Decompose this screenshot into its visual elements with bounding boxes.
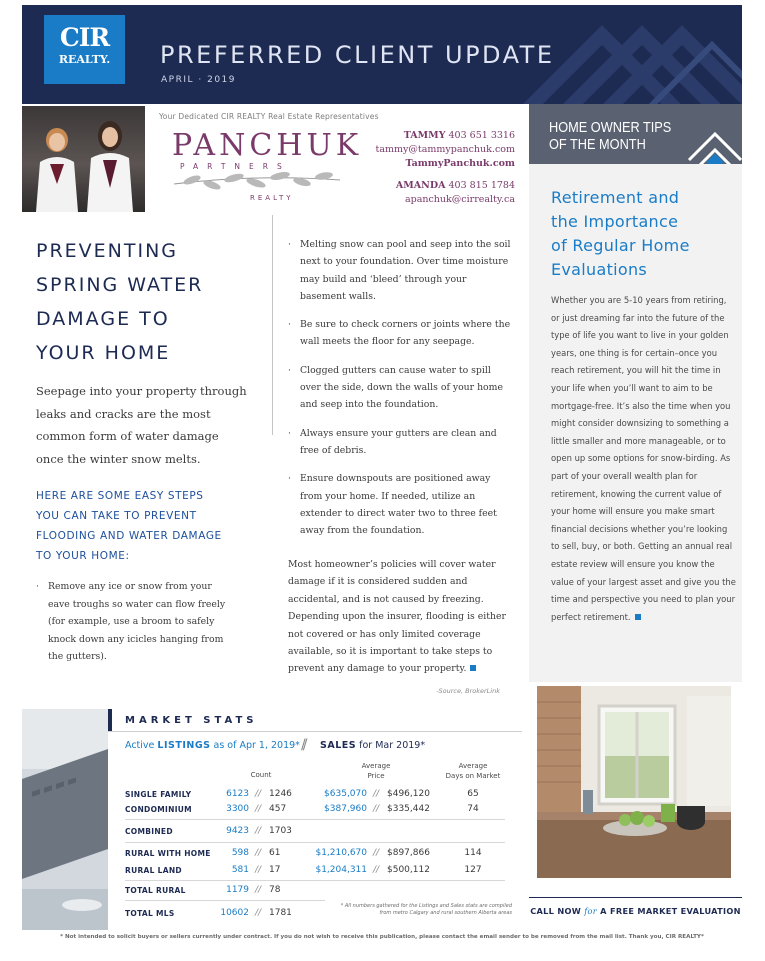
row-separator: // <box>255 826 262 836</box>
row-listings: 3300 <box>226 804 249 814</box>
row-price-2019: $387,960 <box>324 804 367 814</box>
article-title-line: SPRING WATER <box>36 274 204 296</box>
header-banner <box>22 5 742 104</box>
agent-tagline: Your Dedicated CIR REALTY Real Estate Representatives <box>159 112 379 121</box>
heading-separator: // <box>301 737 305 753</box>
contact-amanda-name: AMANDA <box>395 180 446 191</box>
row-label: CONDOMINIUM <box>125 805 192 814</box>
end-square-icon <box>635 614 641 620</box>
step-bullet: · Always ensure your gutters are clean and free of debris. <box>288 425 514 460</box>
table-row <box>125 788 505 802</box>
step-bullet: · Melting snow can pool and seep into the soil next to your foundation. Over time moisture may build and ‘bleed’ through your basement walls. <box>288 236 514 305</box>
row-price-2019: $1,204,311 <box>315 865 367 875</box>
table-row <box>125 884 505 898</box>
col-price-header-b: Price <box>367 772 385 780</box>
row-separator: // <box>255 848 262 858</box>
laptop-photo <box>22 709 108 930</box>
sidebar-body <box>551 292 737 626</box>
step-bullet: · Remove any ice or snow from your eave troughs so water can flow freely (for example, use a broom to safely knock down any icicles hanging from the gutters). <box>36 578 236 666</box>
stats-accent-bar <box>108 709 112 731</box>
row-separator: // <box>373 804 380 814</box>
laptop-illustration <box>22 709 108 930</box>
row-listings: 6123 <box>226 789 249 799</box>
agent-portrait-left <box>32 124 82 212</box>
leaf-branch-icon <box>172 170 342 192</box>
row-listings: 1179 <box>226 885 249 895</box>
agent-band <box>22 106 527 212</box>
cta-for: for <box>584 906 597 916</box>
row-label: COMBINED <box>125 827 173 836</box>
row-label: RURAL WITH HOME <box>125 849 211 858</box>
row-listings: 10602 <box>220 908 249 918</box>
row-price-2018: $500,112 <box>387 865 430 875</box>
sales-heading <box>320 740 425 751</box>
column-divider <box>272 215 273 435</box>
row-separator: // <box>373 865 380 875</box>
col-days-header <box>438 761 508 781</box>
col-days-header-b: Days on Market <box>445 772 501 780</box>
tips-band-line: OF THE MONTH <box>549 136 646 153</box>
row-days: 74 <box>467 804 479 814</box>
contact-tammy-email[interactable]: tammy@tammypanchuk.com <box>375 144 515 155</box>
row-sales-count: 1781 <box>269 908 292 918</box>
row-separator: // <box>255 804 262 814</box>
col-days-header-a: Average <box>458 762 488 770</box>
logo-subtext: REALTY. <box>58 53 111 66</box>
cta-evaluation: A FREE MARKET EVALUATION <box>600 906 741 916</box>
row-price-2018: $496,120 <box>387 789 430 799</box>
article-title <box>36 234 266 370</box>
sidebar-body-text: Whether you are 5-10 years from retiring, or just dreaming far into the future of the type of life you want to live in your golden years, one thing is for certain–once you reach retirement, you will hit the time in your life when you’ll want to aim to be mortgage-free. It’s also the time when you might consider downsizing to something a little smaller and more manageable, or to open up some options for snow-birding. As part of your overall wealth plan for retirement, knowing the current value of your home will ensure you make smart financial decisions whether you’re looking to sell, buy, or both. Getting an annual real estate review will ensure you know the value of your largest asset and give you the time and perspective you need to plan your perfect retirement. <box>551 295 736 622</box>
row-sales-count: 78 <box>269 885 281 895</box>
agent-portrait-right <box>82 118 137 212</box>
row-divider <box>125 819 505 820</box>
step-bullet: · Clogged gutters can cause water to spill over the side, down the walls of your home and seep into the foundation. <box>288 362 514 414</box>
contact-tammy-phone[interactable] <box>404 130 515 141</box>
row-price-2019: $1,210,670 <box>315 848 367 858</box>
sales-suffix: for Mar 2019* <box>359 740 426 751</box>
contact-tammy-phone-value: 403 651 3316 <box>448 130 515 141</box>
row-separator: // <box>373 789 380 799</box>
table-row <box>125 803 505 817</box>
row-divider <box>125 842 505 843</box>
tips-band-line: HOME OWNER TIPS <box>549 119 672 136</box>
row-separator: // <box>255 885 262 895</box>
kitchen-illustration <box>537 686 731 878</box>
stats-divider <box>108 731 522 732</box>
row-days: 114 <box>464 848 482 858</box>
issue-date: APRIL · 2019 <box>161 75 236 85</box>
sidebar-title-line: Evaluations <box>551 260 648 279</box>
row-divider <box>125 880 505 881</box>
row-separator: // <box>255 865 262 875</box>
row-label: TOTAL RURAL <box>125 886 186 895</box>
brand-name: PANCHUK <box>172 128 363 163</box>
tips-band-title <box>549 119 671 153</box>
listings-suffix: as of Apr 1, 2019* <box>213 740 300 751</box>
article-title-line: DAMAGE TO <box>36 308 170 330</box>
table-row <box>125 847 505 861</box>
article-closing <box>288 556 516 678</box>
article-title-line: PREVENTING <box>36 240 179 262</box>
steps-heading-line: TO YOUR HOME: <box>36 550 130 562</box>
contact-amanda-phone-value: 403 815 1784 <box>448 180 515 191</box>
row-listings: 9423 <box>226 826 249 836</box>
step-bullet: · Ensure downspouts are positioned away from your home. If needed, utilize an extender to direct water two to three feet away from the foundation. <box>288 470 514 539</box>
row-days: 65 <box>467 789 479 799</box>
row-sales-count: 61 <box>269 848 281 858</box>
contact-tammy-name: TAMMY <box>403 130 446 141</box>
steps-heading-line: HERE ARE SOME EASY STEPS <box>36 490 204 502</box>
col-count-header: Count <box>250 771 272 779</box>
row-separator: // <box>373 848 380 858</box>
row-days: 127 <box>464 865 482 875</box>
sidebar-title-line: the Importance <box>551 212 679 231</box>
steps-heading-line: FLOODING AND WATER DAMAGE <box>36 530 222 542</box>
listings-prefix: Active <box>125 740 155 751</box>
row-separator: // <box>255 908 262 918</box>
row-listings: 598 <box>231 848 249 858</box>
steps-heading-line: YOU CAN TAKE TO PREVENT <box>36 510 197 522</box>
disclaimer: * Not intended to solicit buyers or sellers currently under contract. If you do not wish to receive this publication, please contact the email sender to be removed from the mail list. Thank you, CIR REALTY* <box>60 934 704 940</box>
cta-call-now: CALL NOW <box>530 906 582 916</box>
article-source: -Source, BrokerLink <box>436 687 500 695</box>
row-sales-count: 1246 <box>269 789 292 799</box>
col-price-header-a: Average <box>361 762 391 770</box>
row-sales-count: 1703 <box>269 826 292 836</box>
kitchen-photo <box>537 686 731 878</box>
cta-divider <box>529 897 742 898</box>
contact-tammy-website[interactable] <box>405 158 515 169</box>
row-sales-count: 457 <box>269 804 287 814</box>
free-evaluation-cta[interactable] <box>529 906 742 916</box>
sales-word: SALES <box>320 740 357 751</box>
sidebar-title <box>551 186 731 282</box>
row-sales-count: 17 <box>269 865 281 875</box>
steps-heading <box>36 486 266 566</box>
step-bullet-list <box>288 236 514 550</box>
table-row <box>125 864 505 878</box>
row-label: SINGLE FAMILY <box>125 790 192 799</box>
contact-amanda-email[interactable]: apanchuk@cirrealty.ca <box>404 194 515 205</box>
row-price-2018: $335,442 <box>387 804 430 814</box>
row-listings: 581 <box>231 865 249 875</box>
end-square-icon <box>470 665 476 671</box>
article-closing-text: Most homeowner’s policies will cover water damage if it is considered sudden and accidental, and is not caused by freezing. Depending upon the insurer, flooding is either not covered or has only limited coverage available, so it is important to take steps to prevent any damage to your property. <box>288 559 506 675</box>
contact-tammy-website-value: TammyPanchuk.com <box>405 158 515 169</box>
house-roof-icon <box>685 122 742 164</box>
contact-amanda-phone[interactable] <box>396 180 515 191</box>
row-divider <box>125 900 325 901</box>
brand-realty: REALTY <box>250 194 294 202</box>
market-stats-title: MARKET STATS <box>125 715 258 726</box>
row-price-2018: $897,866 <box>387 848 430 858</box>
listings-heading <box>125 740 300 751</box>
newsletter-title: PREFERRED CLIENT UPDATE <box>160 41 555 69</box>
tips-band <box>529 104 742 164</box>
sidebar-title-line: Retirement and <box>551 188 680 207</box>
agents-photo <box>22 106 145 212</box>
article-intro: Seepage into your property through leaks and cracks are the most common form of water damage once the winter snow melts. <box>36 384 247 466</box>
brand-sub: PARTNERS <box>180 162 291 171</box>
row-separator: // <box>255 789 262 799</box>
listings-word: LISTINGS <box>157 740 211 751</box>
article-title-line: YOUR HOME <box>36 342 171 364</box>
step-bullet: · Be sure to check corners or joints where the wall meets the floor for any seepage. <box>288 316 514 351</box>
row-label: TOTAL MLS <box>125 909 175 918</box>
logo-wordmark: CIR <box>59 23 110 52</box>
col-price-header <box>346 761 406 781</box>
stats-footnote: * All numbers gathered for the Listings and Sales stats are compiled from metro Calgary and rural southern Alberta areas <box>340 903 512 916</box>
table-row <box>125 825 505 839</box>
row-price-2019: $635,070 <box>324 789 367 799</box>
row-label: RURAL LAND <box>125 866 182 875</box>
cir-realty-logo[interactable] <box>44 15 125 84</box>
sidebar-title-line: of Regular Home <box>551 236 690 255</box>
